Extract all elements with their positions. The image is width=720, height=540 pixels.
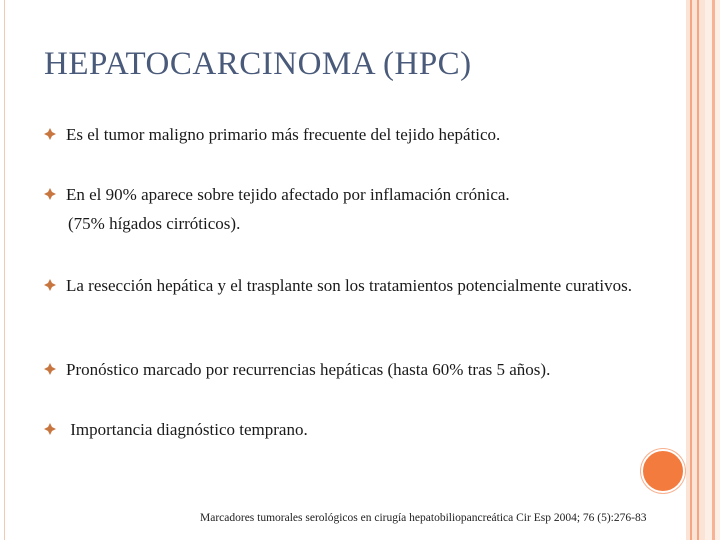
bullet-text: Es el tumor maligno primario más frecuente del tejido hepático.: [66, 125, 501, 144]
diamond-bullet-icon: [44, 188, 56, 200]
reference-citation: Marcadores tumorales serológicos en cirugía hepatobiliopancreática Cir Esp 2004; 76 (5):276-83: [200, 512, 647, 524]
bullet-text: Pronóstico marcado por recurrencias hepáticas (hasta 60% tras 5 años).: [66, 360, 551, 379]
diamond-bullet-icon: [44, 279, 56, 291]
bullet-text: La resección hepática y el trasplante son los tratamientos potencialmente curativos.: [66, 276, 632, 295]
slide-title: HEPATOCARCINOMA (HPC): [44, 46, 472, 82]
left-border-line: [4, 0, 5, 540]
right-band-stripe: [697, 0, 699, 540]
diamond-bullet-icon: [44, 423, 56, 435]
bullet-text: Importancia diagnóstico temprano.: [66, 420, 308, 439]
diamond-bullet-icon: [44, 363, 56, 375]
right-band-stripe: [690, 0, 692, 540]
diamond-bullet-icon: [44, 128, 56, 140]
bullet-text: En el 90% aparece sobre tejido afectado por inflamación crónica.: [66, 185, 510, 204]
right-band-edge: [712, 0, 715, 540]
orange-circle-decoration: [641, 449, 685, 493]
bullet-subline: (75% hígados cirróticos).: [68, 214, 241, 233]
